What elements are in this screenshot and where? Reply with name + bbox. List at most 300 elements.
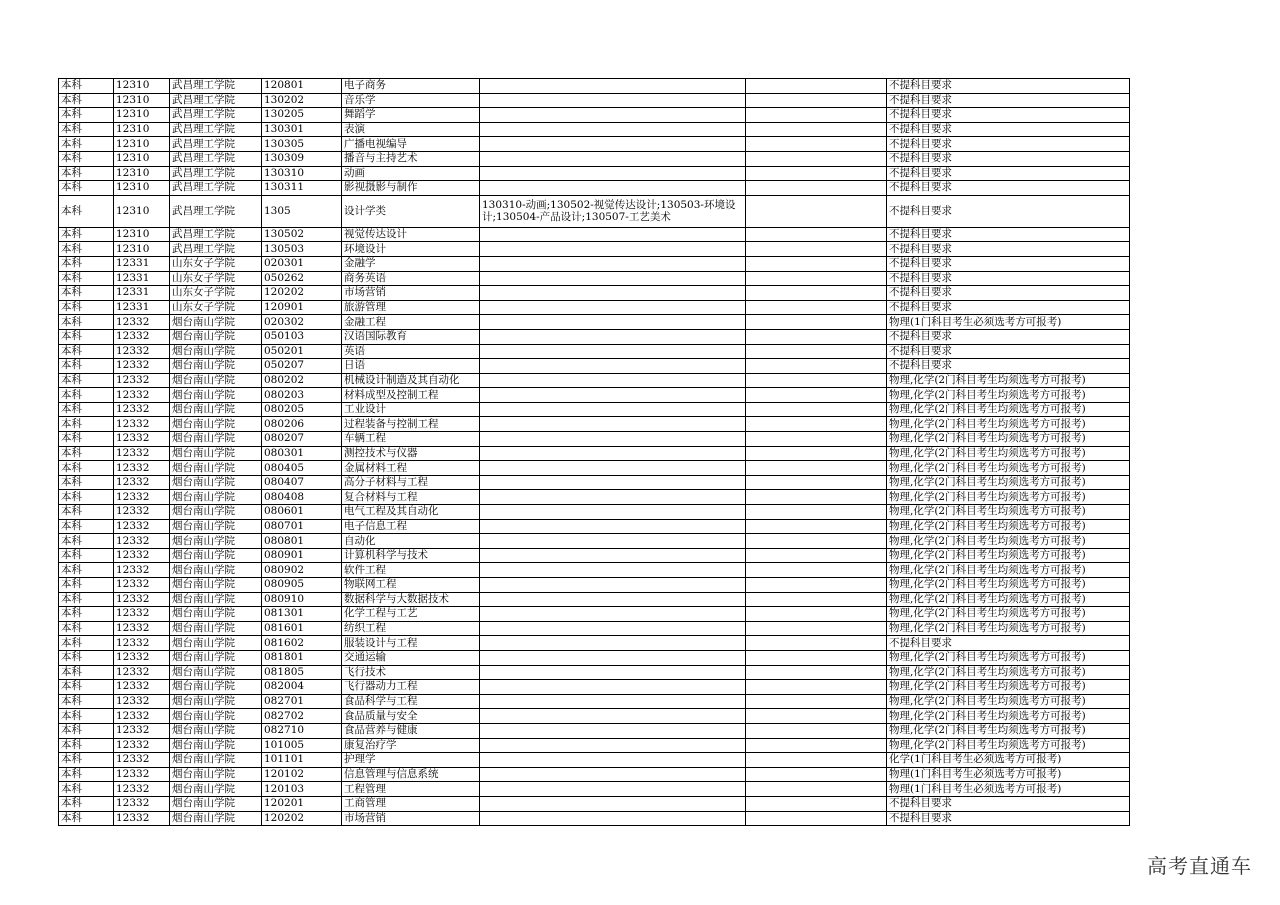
major-name-cell: 工业设计 <box>342 402 480 417</box>
school-code-cell: 12332 <box>114 796 170 811</box>
major-name-cell: 食品质量与安全 <box>342 709 480 724</box>
school-code-cell: 12332 <box>114 432 170 447</box>
notes-cell <box>746 402 887 417</box>
school-code-cell: 12310 <box>114 195 170 227</box>
school-code-cell: 12332 <box>114 446 170 461</box>
major-name-cell: 工程管理 <box>342 782 480 797</box>
major-name-cell: 过程装备与控制工程 <box>342 417 480 432</box>
included-majors-cell <box>480 505 746 520</box>
major-code-cell: 081301 <box>262 607 342 622</box>
notes-cell <box>746 563 887 578</box>
subject-requirement-cell: 不提科目要求 <box>887 93 1130 108</box>
major-code-cell: 080301 <box>262 446 342 461</box>
included-majors-cell <box>480 151 746 166</box>
school-name-cell: 烟台南山学院 <box>170 388 262 403</box>
major-name-cell: 金融学 <box>342 256 480 271</box>
notes-cell <box>746 475 887 490</box>
school-name-cell: 烟台南山学院 <box>170 432 262 447</box>
level-cell: 本科 <box>59 578 114 593</box>
subject-requirement-cell: 不提科目要求 <box>887 151 1130 166</box>
level-cell: 本科 <box>59 344 114 359</box>
included-majors-cell <box>480 122 746 137</box>
table-row <box>59 490 1130 505</box>
major-name-cell: 电子信息工程 <box>342 519 480 534</box>
table-row <box>59 388 1130 403</box>
level-cell: 本科 <box>59 709 114 724</box>
school-code-cell: 12332 <box>114 505 170 520</box>
subject-requirement-cell: 物理(1门科目考生必须选考方可报考) <box>887 767 1130 782</box>
notes-cell <box>746 650 887 665</box>
school-name-cell: 烟台南山学院 <box>170 738 262 753</box>
level-cell: 本科 <box>59 286 114 301</box>
school-name-cell: 武昌理工学院 <box>170 122 262 137</box>
school-code-cell: 12310 <box>114 122 170 137</box>
table-row <box>59 195 1130 227</box>
table-row <box>59 475 1130 490</box>
subject-requirement-cell: 物理,化学(2门科目考生均须选考方可报考) <box>887 388 1130 403</box>
notes-cell <box>746 709 887 724</box>
major-code-cell: 082004 <box>262 680 342 695</box>
table-row <box>59 108 1130 123</box>
level-cell: 本科 <box>59 723 114 738</box>
subject-requirement-cell: 物理,化学(2门科目考生均须选考方可报考) <box>887 578 1130 593</box>
included-majors-cell <box>480 271 746 286</box>
subject-requirement-cell: 物理,化学(2门科目考生均须选考方可报考) <box>887 490 1130 505</box>
level-cell: 本科 <box>59 79 114 94</box>
notes-cell <box>746 108 887 123</box>
table-row <box>59 242 1130 257</box>
subject-requirement-cell: 物理,化学(2门科目考生均须选考方可报考) <box>887 432 1130 447</box>
major-code-cell: 1305 <box>262 195 342 227</box>
level-cell: 本科 <box>59 636 114 651</box>
school-name-cell: 山东女子学院 <box>170 300 262 315</box>
included-majors-cell <box>480 300 746 315</box>
school-name-cell: 烟台南山学院 <box>170 811 262 826</box>
level-cell: 本科 <box>59 680 114 695</box>
table-row <box>59 402 1130 417</box>
table-row <box>59 665 1130 680</box>
school-code-cell: 12310 <box>114 227 170 242</box>
subject-requirement-cell: 不提科目要求 <box>887 227 1130 242</box>
level-cell: 本科 <box>59 461 114 476</box>
table-row <box>59 256 1130 271</box>
major-name-cell: 数据科学与大数据技术 <box>342 592 480 607</box>
major-code-cell: 130311 <box>262 181 342 196</box>
level-cell: 本科 <box>59 195 114 227</box>
major-name-cell: 食品营养与健康 <box>342 723 480 738</box>
included-majors-cell <box>480 636 746 651</box>
school-name-cell: 武昌理工学院 <box>170 227 262 242</box>
included-majors-cell <box>480 108 746 123</box>
major-code-cell: 080207 <box>262 432 342 447</box>
included-majors-cell <box>480 446 746 461</box>
subject-requirement-cell: 物理,化学(2门科目考生均须选考方可报考) <box>887 665 1130 680</box>
major-name-cell: 康复治疗学 <box>342 738 480 753</box>
level-cell: 本科 <box>59 151 114 166</box>
major-name-cell: 自动化 <box>342 534 480 549</box>
level-cell: 本科 <box>59 329 114 344</box>
major-code-cell: 080405 <box>262 461 342 476</box>
included-majors-cell <box>480 373 746 388</box>
level-cell: 本科 <box>59 811 114 826</box>
major-name-cell: 播音与主持艺术 <box>342 151 480 166</box>
subject-requirement-cell: 物理,化学(2门科目考生均须选考方可报考) <box>887 607 1130 622</box>
table-row <box>59 329 1130 344</box>
school-code-cell: 12332 <box>114 329 170 344</box>
notes-cell <box>746 694 887 709</box>
school-code-cell: 12332 <box>114 548 170 563</box>
subject-requirement-cell: 不提科目要求 <box>887 796 1130 811</box>
table-row <box>59 621 1130 636</box>
notes-cell <box>746 79 887 94</box>
table-row <box>59 122 1130 137</box>
school-name-cell: 烟台南山学院 <box>170 636 262 651</box>
notes-cell <box>746 93 887 108</box>
major-name-cell: 设计学类 <box>342 195 480 227</box>
school-code-cell: 12331 <box>114 300 170 315</box>
notes-cell <box>746 548 887 563</box>
major-code-cell: 130502 <box>262 227 342 242</box>
table-body <box>59 79 1130 826</box>
included-majors-cell <box>480 315 746 330</box>
notes-cell <box>746 166 887 181</box>
school-code-cell: 12332 <box>114 650 170 665</box>
school-name-cell: 武昌理工学院 <box>170 151 262 166</box>
included-majors-cell <box>480 359 746 374</box>
level-cell: 本科 <box>59 359 114 374</box>
major-name-cell: 英语 <box>342 344 480 359</box>
school-code-cell: 12332 <box>114 592 170 607</box>
subject-requirement-cell: 不提科目要求 <box>887 811 1130 826</box>
major-code-cell: 080801 <box>262 534 342 549</box>
major-name-cell: 高分子材料与工程 <box>342 475 480 490</box>
school-name-cell: 烟台南山学院 <box>170 315 262 330</box>
subject-requirement-cell: 物理(1门科目考生必须选考方可报考) <box>887 315 1130 330</box>
notes-cell <box>746 607 887 622</box>
major-code-cell: 080206 <box>262 417 342 432</box>
notes-cell <box>746 811 887 826</box>
notes-cell <box>746 373 887 388</box>
subject-requirement-cell: 物理,化学(2门科目考生均须选考方可报考) <box>887 548 1130 563</box>
major-code-cell: 080910 <box>262 592 342 607</box>
subject-requirement-cell: 不提科目要求 <box>887 329 1130 344</box>
school-code-cell: 12332 <box>114 490 170 505</box>
school-code-cell: 12332 <box>114 563 170 578</box>
notes-cell <box>746 621 887 636</box>
included-majors-cell <box>480 723 746 738</box>
school-name-cell: 山东女子学院 <box>170 271 262 286</box>
subject-requirement-cell: 不提科目要求 <box>887 137 1130 152</box>
school-name-cell: 烟台南山学院 <box>170 709 262 724</box>
included-majors-cell <box>480 490 746 505</box>
major-code-cell: 130205 <box>262 108 342 123</box>
notes-cell <box>746 137 887 152</box>
notes-cell <box>746 680 887 695</box>
subject-requirement-cell: 物理,化学(2门科目考生均须选考方可报考) <box>887 417 1130 432</box>
subject-requirement-cell: 不提科目要求 <box>887 181 1130 196</box>
table-row <box>59 738 1130 753</box>
subject-requirement-cell: 物理,化学(2门科目考生均须选考方可报考) <box>887 592 1130 607</box>
school-code-cell: 12332 <box>114 359 170 374</box>
major-code-cell: 081601 <box>262 621 342 636</box>
subject-requirement-cell: 物理,化学(2门科目考生均须选考方可报考) <box>887 738 1130 753</box>
included-majors-cell <box>480 388 746 403</box>
notes-cell <box>746 738 887 753</box>
school-name-cell: 烟台南山学院 <box>170 359 262 374</box>
major-name-cell: 计算机科学与技术 <box>342 548 480 563</box>
school-name-cell: 烟台南山学院 <box>170 505 262 520</box>
included-majors-cell <box>480 563 746 578</box>
level-cell: 本科 <box>59 271 114 286</box>
level-cell: 本科 <box>59 607 114 622</box>
subject-requirement-cell: 物理,化学(2门科目考生均须选考方可报考) <box>887 680 1130 695</box>
table-row <box>59 636 1130 651</box>
major-name-cell: 电子商务 <box>342 79 480 94</box>
notes-cell <box>746 315 887 330</box>
school-name-cell: 烟台南山学院 <box>170 475 262 490</box>
school-code-cell: 12331 <box>114 256 170 271</box>
major-code-cell: 120202 <box>262 811 342 826</box>
table-row <box>59 548 1130 563</box>
school-name-cell: 山东女子学院 <box>170 286 262 301</box>
major-code-cell: 020302 <box>262 315 342 330</box>
major-name-cell: 交通运输 <box>342 650 480 665</box>
major-name-cell: 舞蹈学 <box>342 108 480 123</box>
major-code-cell: 080901 <box>262 548 342 563</box>
subject-requirement-cell: 不提科目要求 <box>887 359 1130 374</box>
subject-requirement-cell: 物理,化学(2门科目考生均须选考方可报考) <box>887 534 1130 549</box>
school-name-cell: 烟台南山学院 <box>170 592 262 607</box>
major-code-cell: 050262 <box>262 271 342 286</box>
school-code-cell: 12332 <box>114 475 170 490</box>
table-row <box>59 578 1130 593</box>
subject-requirement-cell: 不提科目要求 <box>887 636 1130 651</box>
table-row <box>59 417 1130 432</box>
major-code-cell: 080408 <box>262 490 342 505</box>
subject-requirement-cell: 不提科目要求 <box>887 344 1130 359</box>
level-cell: 本科 <box>59 534 114 549</box>
level-cell: 本科 <box>59 93 114 108</box>
major-code-cell: 080205 <box>262 402 342 417</box>
table-row <box>59 344 1130 359</box>
notes-cell <box>746 461 887 476</box>
level-cell: 本科 <box>59 796 114 811</box>
table-row <box>59 166 1130 181</box>
table-row <box>59 723 1130 738</box>
school-name-cell: 烟台南山学院 <box>170 344 262 359</box>
major-name-cell: 食品科学与工程 <box>342 694 480 709</box>
subject-requirement-cell: 不提科目要求 <box>887 242 1130 257</box>
school-name-cell: 烟台南山学院 <box>170 621 262 636</box>
subject-requirement-cell: 物理,化学(2门科目考生均须选考方可报考) <box>887 694 1130 709</box>
included-majors-cell <box>480 461 746 476</box>
notes-cell <box>746 359 887 374</box>
major-code-cell: 082702 <box>262 709 342 724</box>
subject-requirement-cell: 物理,化学(2门科目考生均须选考方可报考) <box>887 402 1130 417</box>
level-cell: 本科 <box>59 181 114 196</box>
school-name-cell: 烟台南山学院 <box>170 519 262 534</box>
school-name-cell: 烟台南山学院 <box>170 767 262 782</box>
subject-requirement-cell: 不提科目要求 <box>887 286 1130 301</box>
level-cell: 本科 <box>59 519 114 534</box>
table-row <box>59 753 1130 768</box>
table-row <box>59 767 1130 782</box>
included-majors-cell <box>480 256 746 271</box>
subject-requirement-cell: 不提科目要求 <box>887 166 1130 181</box>
level-cell: 本科 <box>59 315 114 330</box>
included-majors-cell <box>480 709 746 724</box>
included-majors-cell <box>480 286 746 301</box>
school-name-cell: 烟台南山学院 <box>170 417 262 432</box>
school-name-cell: 烟台南山学院 <box>170 578 262 593</box>
major-code-cell: 130305 <box>262 137 342 152</box>
level-cell: 本科 <box>59 388 114 403</box>
school-code-cell: 12332 <box>114 315 170 330</box>
major-name-cell: 广播电视编导 <box>342 137 480 152</box>
notes-cell <box>746 796 887 811</box>
major-code-cell: 081602 <box>262 636 342 651</box>
level-cell: 本科 <box>59 227 114 242</box>
school-code-cell: 12332 <box>114 782 170 797</box>
notes-cell <box>746 388 887 403</box>
included-majors-cell <box>480 137 746 152</box>
level-cell: 本科 <box>59 738 114 753</box>
included-majors-cell <box>480 578 746 593</box>
major-name-cell: 商务英语 <box>342 271 480 286</box>
included-majors-cell <box>480 519 746 534</box>
subject-requirement-cell: 物理,化学(2门科目考生均须选考方可报考) <box>887 723 1130 738</box>
school-name-cell: 烟台南山学院 <box>170 680 262 695</box>
subject-requirement-cell: 不提科目要求 <box>887 79 1130 94</box>
notes-cell <box>746 753 887 768</box>
table-row <box>59 137 1130 152</box>
major-code-cell: 120901 <box>262 300 342 315</box>
included-majors-cell <box>480 79 746 94</box>
school-code-cell: 12310 <box>114 137 170 152</box>
school-name-cell: 烟台南山学院 <box>170 373 262 388</box>
included-majors-cell <box>480 93 746 108</box>
major-code-cell: 130202 <box>262 93 342 108</box>
subject-requirement-cell: 物理,化学(2门科目考生均须选考方可报考) <box>887 505 1130 520</box>
included-majors-cell <box>480 329 746 344</box>
school-code-cell: 12332 <box>114 738 170 753</box>
level-cell: 本科 <box>59 137 114 152</box>
included-majors-cell <box>480 811 746 826</box>
school-code-cell: 12310 <box>114 108 170 123</box>
included-majors-cell <box>480 417 746 432</box>
major-name-cell: 测控技术与仪器 <box>342 446 480 461</box>
subject-requirement-cell: 不提科目要求 <box>887 271 1130 286</box>
notes-cell <box>746 256 887 271</box>
notes-cell <box>746 505 887 520</box>
school-code-cell: 12331 <box>114 286 170 301</box>
included-majors-cell <box>480 767 746 782</box>
table-row <box>59 446 1130 461</box>
major-code-cell: 080202 <box>262 373 342 388</box>
included-majors-cell <box>480 665 746 680</box>
major-code-cell: 120801 <box>262 79 342 94</box>
school-name-cell: 烟台南山学院 <box>170 650 262 665</box>
major-name-cell: 飞行技术 <box>342 665 480 680</box>
subject-requirement-cell: 物理(1门科目考生必须选考方可报考) <box>887 782 1130 797</box>
table-row <box>59 315 1130 330</box>
major-code-cell: 080701 <box>262 519 342 534</box>
school-name-cell: 烟台南山学院 <box>170 563 262 578</box>
subject-requirement-cell: 物理,化学(2门科目考生均须选考方可报考) <box>887 461 1130 476</box>
major-name-cell: 电气工程及其自动化 <box>342 505 480 520</box>
school-name-cell: 烟台南山学院 <box>170 723 262 738</box>
school-code-cell: 12332 <box>114 767 170 782</box>
notes-cell <box>746 767 887 782</box>
major-code-cell: 101101 <box>262 753 342 768</box>
major-name-cell: 信息管理与信息系统 <box>342 767 480 782</box>
major-name-cell: 纺织工程 <box>342 621 480 636</box>
included-majors-cell <box>480 592 746 607</box>
notes-cell <box>746 578 887 593</box>
school-name-cell: 烟台南山学院 <box>170 446 262 461</box>
table-row <box>59 796 1130 811</box>
level-cell: 本科 <box>59 767 114 782</box>
notes-cell <box>746 782 887 797</box>
table-row <box>59 534 1130 549</box>
notes-cell <box>746 195 887 227</box>
major-name-cell: 化学工程与工艺 <box>342 607 480 622</box>
major-name-cell: 日语 <box>342 359 480 374</box>
subject-requirement-cell: 物理,化学(2门科目考生均须选考方可报考) <box>887 709 1130 724</box>
major-name-cell: 市场营销 <box>342 286 480 301</box>
school-name-cell: 武昌理工学院 <box>170 93 262 108</box>
subject-requirement-cell: 不提科目要求 <box>887 300 1130 315</box>
school-name-cell: 烟台南山学院 <box>170 490 262 505</box>
school-code-cell: 12332 <box>114 461 170 476</box>
notes-cell <box>746 227 887 242</box>
major-code-cell: 050201 <box>262 344 342 359</box>
school-name-cell: 武昌理工学院 <box>170 195 262 227</box>
included-majors-cell <box>480 548 746 563</box>
major-code-cell: 101005 <box>262 738 342 753</box>
notes-cell <box>746 519 887 534</box>
major-code-cell: 130309 <box>262 151 342 166</box>
level-cell: 本科 <box>59 753 114 768</box>
school-name-cell: 武昌理工学院 <box>170 79 262 94</box>
table-row <box>59 505 1130 520</box>
subject-requirement-cell: 物理,化学(2门科目考生均须选考方可报考) <box>887 621 1130 636</box>
school-code-cell: 12310 <box>114 151 170 166</box>
level-cell: 本科 <box>59 665 114 680</box>
included-majors-cell <box>480 607 746 622</box>
table-row <box>59 359 1130 374</box>
included-majors-cell <box>480 475 746 490</box>
level-cell: 本科 <box>59 592 114 607</box>
included-majors-cell <box>480 680 746 695</box>
major-code-cell: 050207 <box>262 359 342 374</box>
level-cell: 本科 <box>59 475 114 490</box>
subject-requirement-cell: 物理,化学(2门科目考生均须选考方可报考) <box>887 563 1130 578</box>
subject-requirement-cell: 不提科目要求 <box>887 122 1130 137</box>
major-name-cell: 音乐学 <box>342 93 480 108</box>
subject-requirement-cell: 不提科目要求 <box>887 195 1130 227</box>
notes-cell <box>746 329 887 344</box>
major-code-cell: 020301 <box>262 256 342 271</box>
level-cell: 本科 <box>59 417 114 432</box>
major-name-cell: 工商管理 <box>342 796 480 811</box>
notes-cell <box>746 181 887 196</box>
table-row <box>59 709 1130 724</box>
school-code-cell: 12332 <box>114 402 170 417</box>
table-row <box>59 79 1130 94</box>
subject-requirement-cell: 物理,化学(2门科目考生均须选考方可报考) <box>887 446 1130 461</box>
school-code-cell: 12332 <box>114 534 170 549</box>
